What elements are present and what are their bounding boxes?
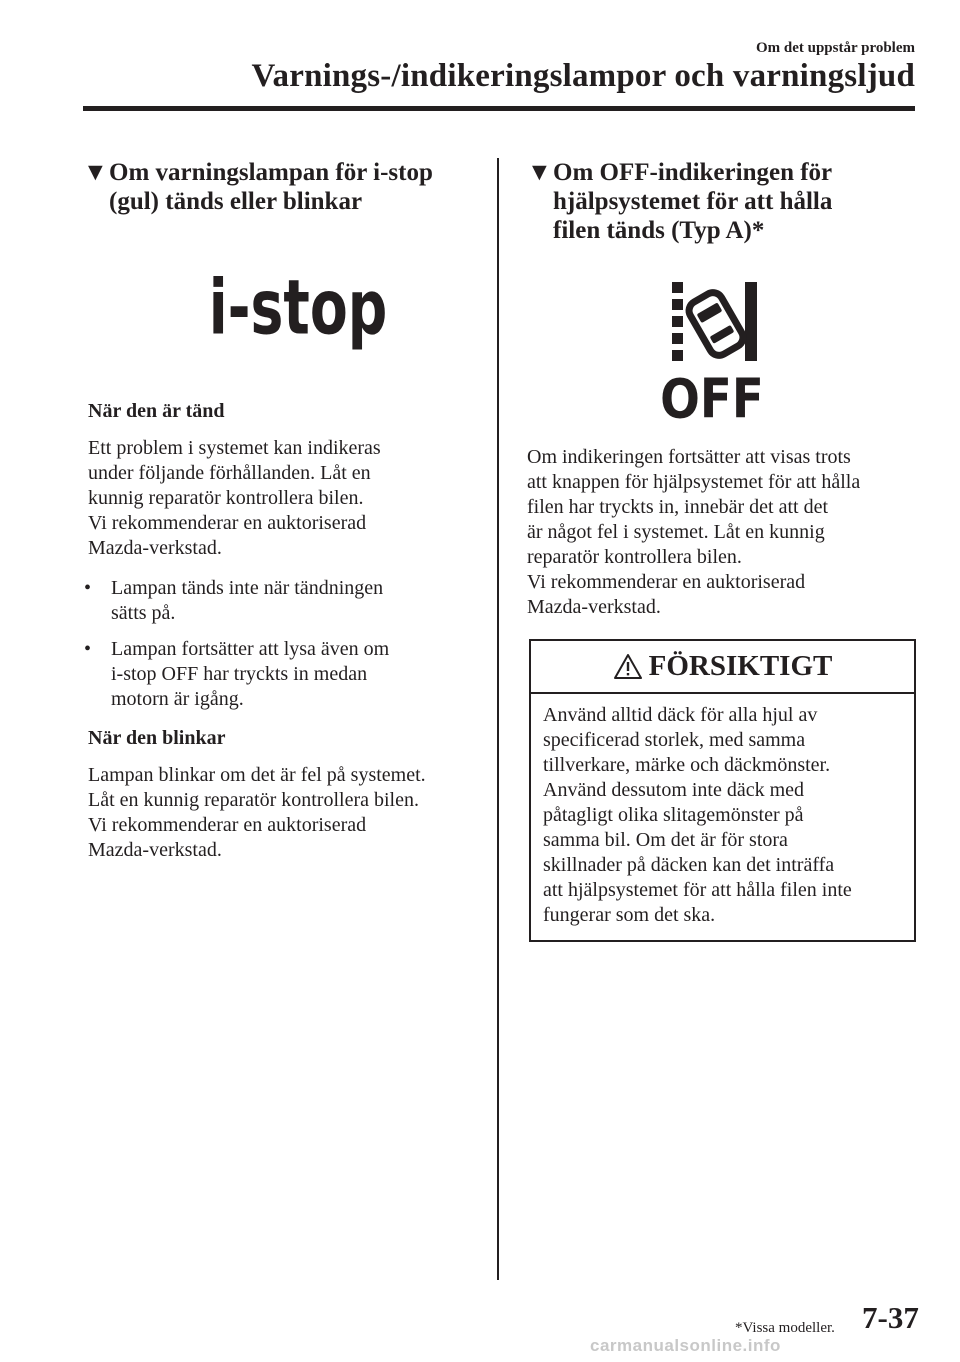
istop-warning-icon (205, 264, 388, 353)
heading-line: Om OFF-indikeringen för (553, 159, 833, 186)
section-heading-lane-keep (527, 158, 832, 245)
off-icon-text: OFF (660, 367, 764, 431)
caution-box (529, 639, 916, 942)
paragraph-lit: Ett problem i systemet kan indikeras under följande förhållanden. Låt en kunnig reparatör kontrollera bilen. Vi rekommenderar en auktoriserad Mazda-verkstad. (88, 437, 381, 559)
column-divider (497, 158, 499, 1280)
footnote: *Vissa modeller. (735, 1320, 835, 1336)
car-icon (685, 289, 746, 359)
heading-line: filen tänds (Typ A)* (553, 217, 765, 244)
bullet-icon: • (84, 638, 92, 660)
bullet-item: • Lampan fortsätter att lysa även om i-stop OFF har tryckts in medan motorn är igång. (84, 638, 390, 710)
lane-keep-off-icon (652, 280, 772, 431)
page-title: Varnings-/indikeringslampor och varningsljud (251, 58, 915, 94)
paragraph-off-indicator: Om indikeringen fortsätter att visas trots att knappen för hjälpsystemet för att hålla filen har tryckts in, innebär det att det är något fel i systemet. Låt en kunnig reparatör kontrollera bilen. Vi rekommenderar en auktoriserad Mazda-verkstad. (527, 446, 861, 618)
caution-header (531, 641, 914, 694)
caution-text: Använd alltid däck för alla hjul av specificerad storlek, med samma tillverkare, märke och däckmönster. Använd dessutom inte däck med påtagligt olika slitagemönster på samma bil. Om det är för stora skillnader på däcken kan det inträffa att hjälpsystemet för att hålla filen inte fungerar som det ska. (543, 704, 852, 926)
bullet-item: • Lampan tänds inte när tändningen sätts på. (84, 577, 384, 624)
heading-line: (gul) tänds eller blinkar (109, 188, 363, 215)
triangle-marker-icon: ▼ (527, 159, 552, 186)
section-heading-istop (83, 158, 433, 216)
istop-icon-text: i-stop (208, 264, 388, 353)
heading-line: Om varningslampan för i-stop (109, 159, 433, 186)
page-number: 7-37 (862, 1300, 919, 1335)
subheading-blink: När den blinkar (88, 727, 226, 749)
caution-title: FÖRSIKTIGT (648, 650, 833, 682)
warning-triangle-icon (613, 653, 643, 680)
header-rule (83, 106, 915, 111)
bullet-icon: • (84, 577, 92, 599)
watermark: carmanualsonline.info (590, 1336, 781, 1355)
triangle-marker-icon: ▼ (83, 159, 108, 186)
paragraph-blink: Lampan blinkar om det är fel på systemet. Låt en kunnig reparatör kontrollera bilen. Vi rekommenderar en auktoriserad Mazda-verkstad. (88, 764, 426, 861)
heading-line: hjälpsystemet för att hålla (553, 188, 833, 215)
subheading-lit: När den är tänd (88, 400, 225, 422)
chapter-label: Om det uppstår problem (755, 40, 915, 56)
